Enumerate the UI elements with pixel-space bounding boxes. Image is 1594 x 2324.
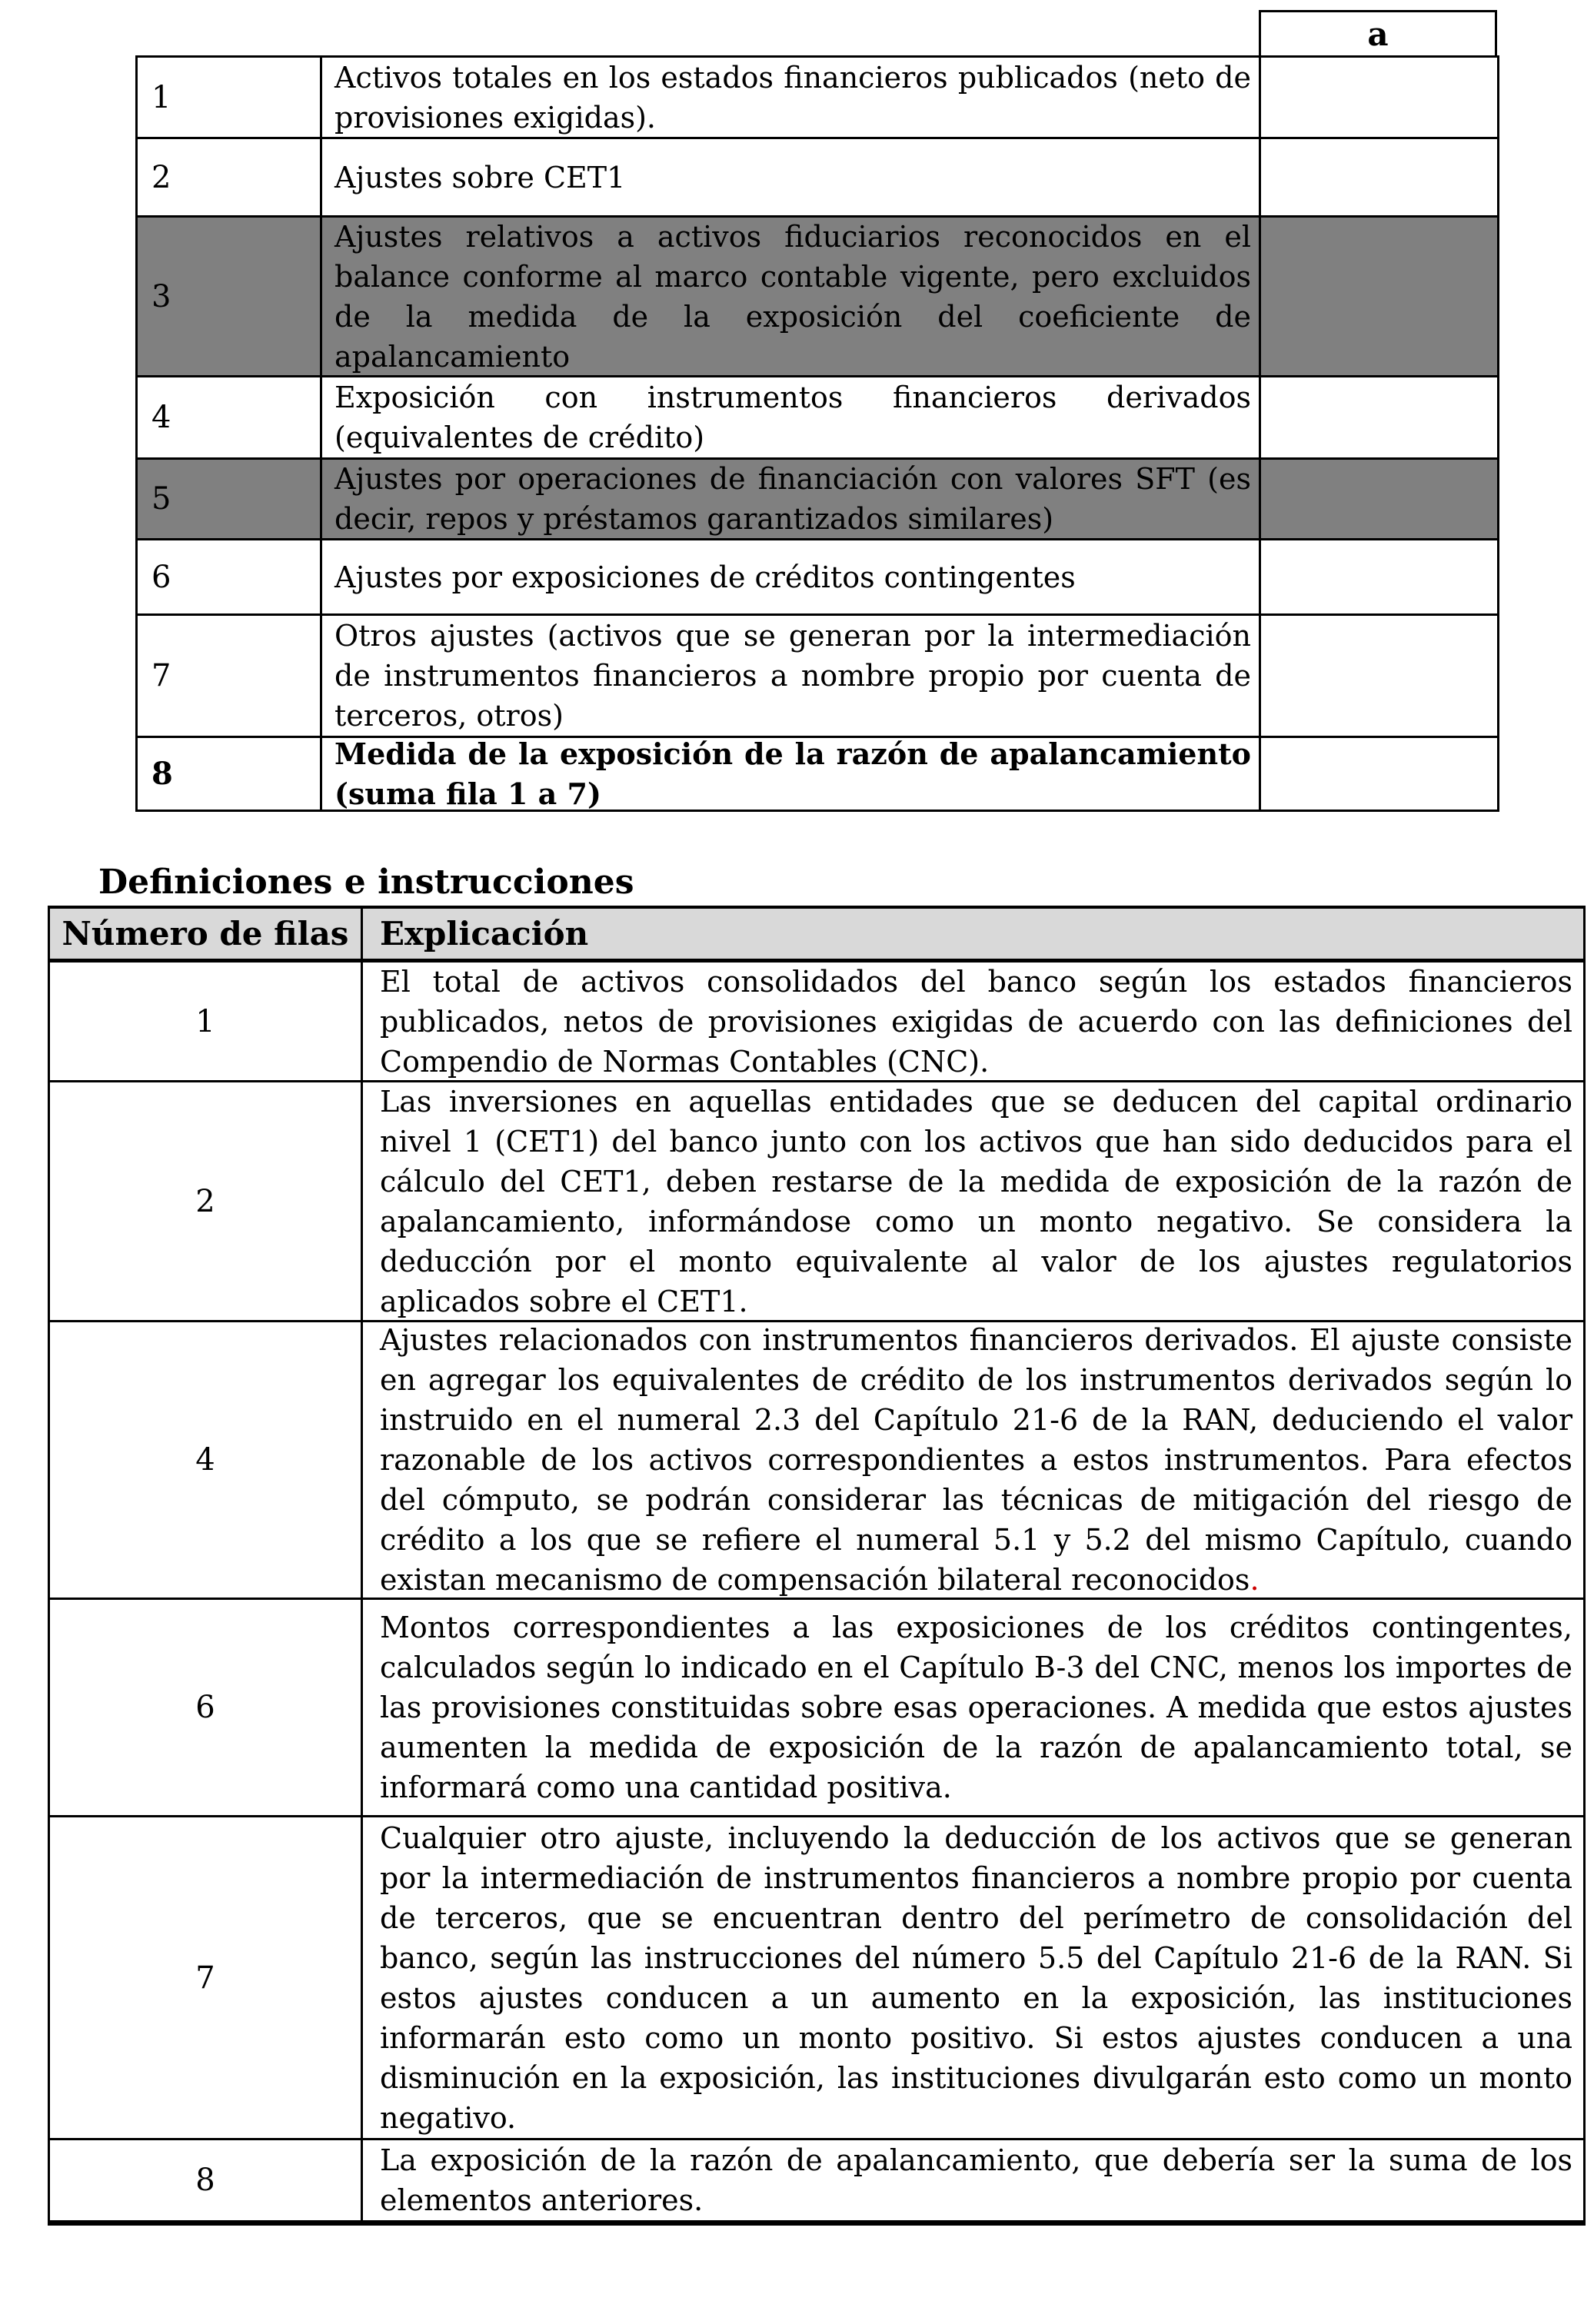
definitions-row-text	[363, 1322, 1583, 1600]
column-header-explanation: Explicación	[363, 909, 1583, 963]
table1-row-value-cell	[1261, 58, 1499, 139]
definitions-row-text-content: Las inversiones en aquellas entidades que se deducen del capital ordinario nivel 1 (CET1) del banco junto con los activos que han sido deducidos para el cálculo del CET1, deben restarse de la medida de exposición de la razón de apalancamiento, informándose como un monto negativo. Se considera la deducción por el monto equivalente al valor de los ajustes regulatorios aplicados sobre el CET1.	[380, 1084, 1572, 1318]
table1-row-number: 7	[138, 616, 322, 738]
table1-row-number: 5	[138, 460, 322, 540]
table1-row-text-content: Medida de la exposición de la razón de apalancamiento (suma fila 1 a 7)	[334, 736, 1251, 811]
table1-row-text-content: Ajustes por exposiciones de créditos contingentes	[334, 560, 1076, 594]
definitions-row-text-content	[380, 1320, 1572, 1600]
definitions-row-text	[363, 963, 1583, 1082]
definitions-row-text	[363, 2140, 1583, 2220]
table1-row-value-cell	[1261, 540, 1499, 616]
table1-row-value-cell	[1261, 377, 1499, 460]
definitions-heading: Definiciones e instrucciones	[98, 863, 634, 902]
table1-row-text	[322, 540, 1261, 616]
definitions-table	[48, 906, 1586, 2226]
table1-row-number: 3	[138, 218, 322, 377]
table1-row-text	[322, 139, 1261, 218]
definitions-row-text-content: Montos correspondientes a las exposiciones de los créditos contingentes, calculados según lo indicado en el Capítulo B-3 del CNC, menos los importes de las provisiones constituidas sobre esas operaciones. A medida que estos ajustes aumenten la medida de exposición de la razón de apalancamiento total, se informará como una cantidad positiva.	[380, 1611, 1572, 1804]
table1-row-text-content: Ajustes sobre CET1	[334, 160, 626, 194]
table1-row-value-cell	[1261, 139, 1499, 218]
definitions-row-text-content: Cualquier otro ajuste, incluyendo la deducción de los activos que se generan por la intermediación de instrumentos financieros a nombre propio por cuenta de terceros, que se encuentran dentro del perímetro de consolidación del banco, según las instrucciones del número 5.5 del Capítulo 21-6 de la RAN. Si estos ajustes conducen a un aumento en la exposición, las instituciones informarán esto como un monto positivo. Si estos ajustes conducen a una disminución en la exposición, las instituciones divulgarán esto como un monto negativo.	[380, 1820, 1572, 2135]
definitions-row-number: 7	[50, 1817, 363, 2140]
table1-row-number: 4	[138, 377, 322, 460]
table1-row-text	[322, 460, 1261, 540]
definitions-row-number: 1	[50, 963, 363, 1082]
definitions-row-text-main: Ajustes relacionados con instrumentos financieros derivados. El ajuste consiste en agregar los equivalentes de crédito de los instrumentos derivados según lo instruido en el numeral 2.3 del Capítulo 21-6 de la RAN, deduciendo el valor razonable de los activos correspondientes a estos instrumentos. Para efectos del cómputo, se podrán considerar las técnicas de mitigación del riesgo de crédito a los que se refiere el numeral 5.1 y 5.2 del mismo Capítulo, cuando existan mecanismo de compensación bilateral reconocidos	[380, 1323, 1572, 1597]
table1-row-value-cell	[1261, 460, 1499, 540]
definitions-row-number: 4	[50, 1322, 363, 1600]
definitions-row-text	[363, 1817, 1583, 2140]
table1-row-value-cell	[1261, 218, 1499, 377]
table1-row-text	[322, 616, 1261, 738]
table1-row-number: 8	[138, 738, 322, 812]
definitions-row-text	[363, 1600, 1583, 1817]
table1-row-text-content: Ajustes relativos a activos fiduciarios reconocidos en el balance conforme al marco contable vigente, pero excluidos de la medida de la exposición del coeficiente de apalancamiento	[334, 219, 1251, 374]
table1-row-text-content: Otros ajustes (activos que se generan por la intermediación de instrumentos financieros a nombre propio por cuenta de terceros, otros)	[334, 619, 1251, 733]
red-period: .	[1250, 1563, 1260, 1597]
table1-row-value-cell	[1261, 738, 1499, 812]
definitions-row-text	[363, 1082, 1583, 1322]
table1-row-text	[322, 58, 1261, 139]
table1-row-text	[322, 377, 1261, 460]
definitions-row-text-content: La exposición de la razón de apalancamiento, que debería ser la suma de los elementos anteriores.	[380, 2143, 1572, 2217]
table1-row-number: 1	[138, 58, 322, 139]
table1-row-text	[322, 218, 1261, 377]
exposure-table-grid	[135, 55, 1499, 812]
definitions-row-number: 2	[50, 1082, 363, 1322]
definitions-row-text-content: El total de activos consolidados del banco según los estados financieros publicados, netos de provisiones exigidas de acuerdo con las definiciones del Compendio de Normas Contables (CNC).	[380, 964, 1572, 1079]
table1-row-number: 6	[138, 540, 322, 616]
table1-row-text-content: Ajustes por operaciones de financiación con valores SFT (es decir, repos y préstamos garantizados similares)	[334, 462, 1251, 536]
table1-row-value-cell	[1261, 616, 1499, 738]
definitions-row-number: 6	[50, 1600, 363, 1817]
column-header-row-number: Número de filas	[50, 909, 363, 963]
definitions-table-grid	[50, 909, 1583, 2220]
table1-row-text-content: Activos totales en los estados financieros publicados (neto de provisiones exigidas).	[334, 60, 1251, 135]
column-a-header: a	[1259, 10, 1497, 55]
table1-row-text	[322, 738, 1261, 812]
definitions-row-number: 8	[50, 2140, 363, 2220]
table1-row-text-content: Exposición con instrumentos financieros derivados (equivalentes de crédito)	[334, 381, 1251, 454]
table1-row-number: 2	[138, 139, 322, 218]
